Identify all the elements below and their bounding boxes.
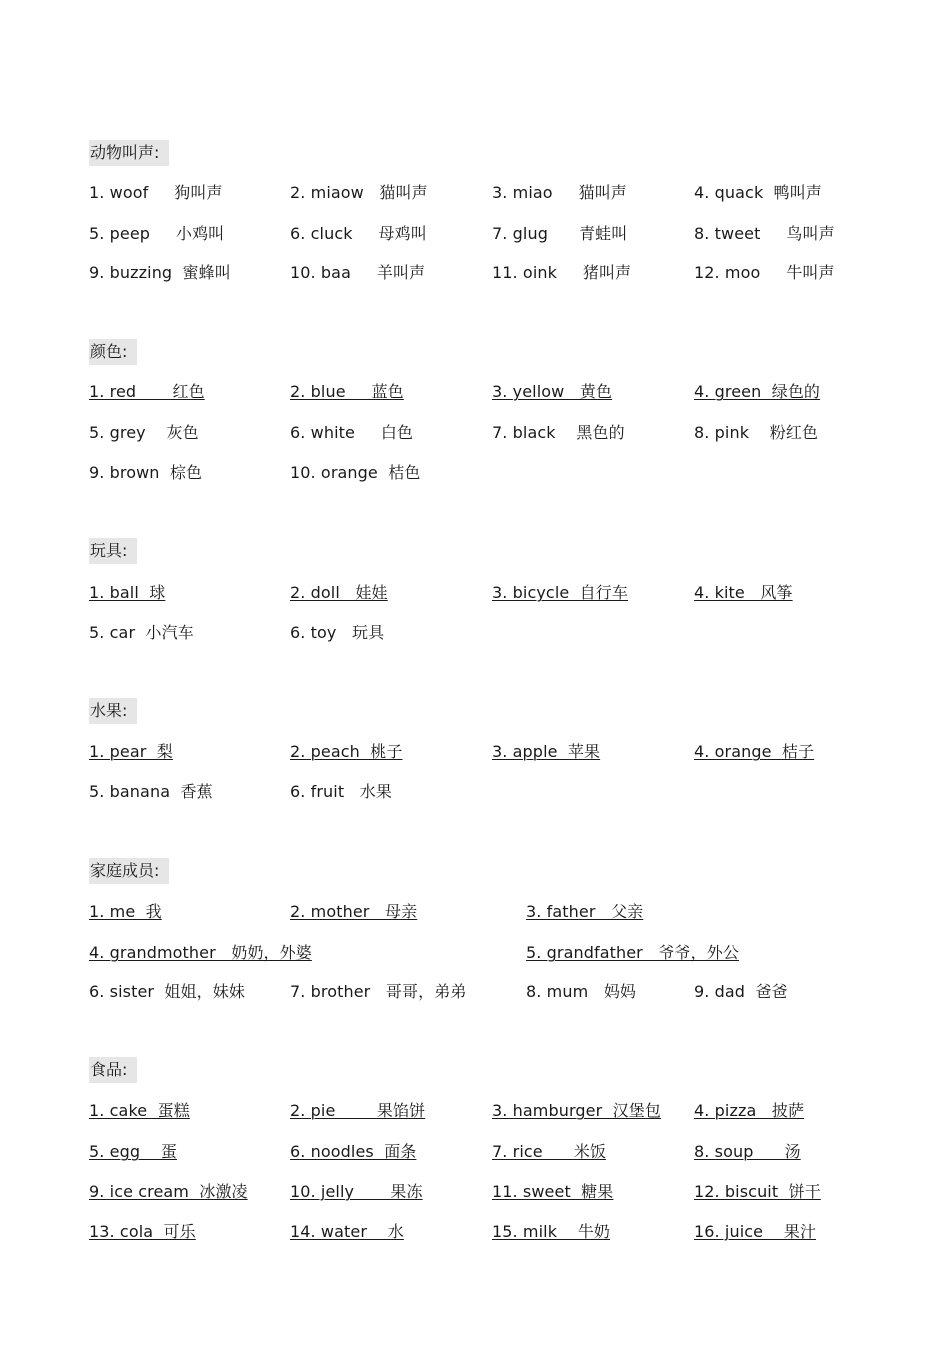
vocab-item: 4. quack 鸭叫声 xyxy=(694,183,822,202)
vocab-item: 14. water 水 xyxy=(290,1222,404,1241)
vocab-item: 7. rice 米饭 xyxy=(492,1142,607,1161)
vocab-item: 3. father 父亲 xyxy=(526,902,644,921)
vocab-item: 1. ball 球 xyxy=(89,583,166,602)
section-heading: 家庭成员: xyxy=(89,858,169,884)
vocab-item: 2. mother 母亲 xyxy=(290,902,418,921)
vocab-item: 6. fruit 水果 xyxy=(290,782,392,801)
vocab-item: 6. toy 玩具 xyxy=(290,623,385,642)
vocab-item: 5. peep 小鸡叫 xyxy=(89,224,225,243)
vocab-item: 11. sweet 糖果 xyxy=(492,1182,614,1201)
vocab-item: 1. woof 狗叫声 xyxy=(89,183,223,202)
vocab-item: 12. moo 牛叫声 xyxy=(694,263,835,282)
vocab-item: 3. miao 猫叫声 xyxy=(492,183,627,202)
vocab-item: 15. milk 牛奶 xyxy=(492,1222,611,1241)
vocab-item: 6. sister 姐姐，妹妹 xyxy=(89,982,245,1001)
vocab-item: 4. green 绿色的 xyxy=(694,382,821,401)
section-heading: 食品: xyxy=(89,1057,137,1083)
vocab-item: 5. grandfather 爷爷，外公 xyxy=(526,943,739,962)
vocab-item: 9. buzzing 蜜蜂叫 xyxy=(89,263,231,282)
vocab-item: 6. cluck 母鸡叫 xyxy=(290,224,427,243)
vocab-item: 9. ice cream 冰激凌 xyxy=(89,1182,248,1201)
vocab-item: 6. noodles 面条 xyxy=(290,1142,417,1161)
vocab-item: 8. mum 妈妈 xyxy=(526,982,637,1001)
section-heading: 动物叫声: xyxy=(89,140,169,166)
vocab-item: 1. me 我 xyxy=(89,902,162,921)
vocab-item: 2. pie 果馅饼 xyxy=(290,1101,426,1120)
vocab-item: 8. soup 汤 xyxy=(694,1142,801,1161)
vocab-item: 5. car 小汽车 xyxy=(89,623,194,642)
vocab-item: 16. juice 果汁 xyxy=(694,1222,817,1241)
vocab-item: 10. orange 桔色 xyxy=(290,463,421,482)
vocab-item: 5. grey 灰色 xyxy=(89,423,199,442)
vocab-item: 10. baa 羊叫声 xyxy=(290,263,426,282)
vocab-item: 2. peach 桃子 xyxy=(290,742,403,761)
vocab-item: 3. apple 苹果 xyxy=(492,742,601,761)
vocab-item: 4. kite 风筝 xyxy=(694,583,793,602)
vocab-item: 4. pizza 披萨 xyxy=(694,1101,805,1120)
vocab-item: 9. dad 爸爸 xyxy=(694,982,788,1001)
vocab-item: 5. banana 香蕉 xyxy=(89,782,213,801)
vocab-item: 1. red 红色 xyxy=(89,382,205,401)
vocab-item: 8. tweet 鸟叫声 xyxy=(694,224,835,243)
vocab-item: 2. doll 娃娃 xyxy=(290,583,388,602)
vocab-item: 4. orange 桔子 xyxy=(694,742,815,761)
section-heading: 玩具: xyxy=(89,538,137,564)
vocab-item: 8. pink 粉红色 xyxy=(694,423,819,442)
vocab-item: 6. white 白色 xyxy=(290,423,414,442)
vocab-item: 3. bicycle 自行车 xyxy=(492,583,628,602)
vocab-item: 5. egg 蛋 xyxy=(89,1142,177,1161)
vocab-item: 1. cake 蛋糕 xyxy=(89,1101,190,1120)
vocab-item: 3. yellow 黄色 xyxy=(492,382,613,401)
vocab-item: 7. glug 青蛙叫 xyxy=(492,224,628,243)
vocab-item: 10. jelly 果冻 xyxy=(290,1182,423,1201)
vocab-item: 1. pear 梨 xyxy=(89,742,173,761)
section-heading: 颜色: xyxy=(89,339,137,365)
vocab-item: 2. miaow 猫叫声 xyxy=(290,183,428,202)
vocab-item: 7. brother 哥哥，弟弟 xyxy=(290,982,467,1001)
vocab-item: 4. grandmother 奶奶，外婆 xyxy=(89,943,312,962)
vocab-item: 13. cola 可乐 xyxy=(89,1222,196,1241)
vocab-item: 9. brown 棕色 xyxy=(89,463,203,482)
vocab-item: 7. black 黑色的 xyxy=(492,423,625,442)
section-heading: 水果: xyxy=(89,698,137,724)
vocab-item: 12. biscuit 饼干 xyxy=(694,1182,821,1201)
vocab-item: 2. blue 蓝色 xyxy=(290,382,404,401)
vocab-item: 11. oink 猪叫声 xyxy=(492,263,632,282)
vocab-item: 3. hamburger 汉堡包 xyxy=(492,1101,661,1120)
